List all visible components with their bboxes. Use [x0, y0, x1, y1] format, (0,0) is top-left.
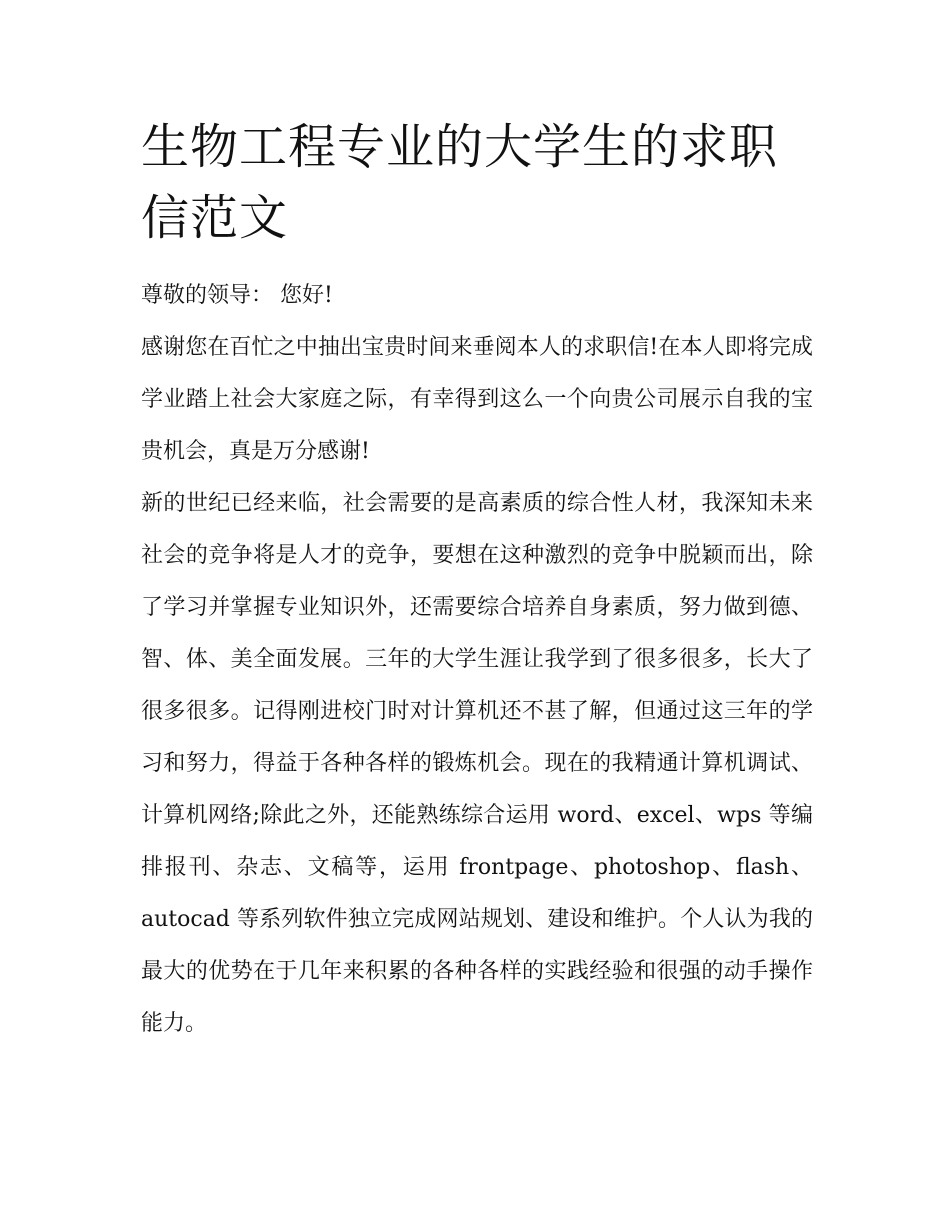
paragraph-thanks: 感谢您在百忙之中抽出宝贵时间来垂阅本人的求职信!在本人即将完成学业踏上社会大家庭之际，有幸得到这么一个向贵公司展示自我的宝贵机会，真是万分感谢!	[141, 335, 813, 464]
document-body	[141, 270, 813, 1050]
paragraph-experience: 新的世纪已经来临，社会需要的是高素质的综合性人材，我深知未来社会的竞争将是人才的竞争，要想在这种激烈的竞争中脱颖而出，除了学习并掌握专业知识外，还需要综合培养自身素质，努力做到德、智、体、美全面发展。三年的大学生涯让我学到了很多很多，长大了很多很多。记得刚进校门时对计算机还不甚了解，但通过这三年的学习和努力，得益于各种各样的锻炼机会。现在的我精通计算机调试、计算机网络;除此之外，还能熟练综合运用 word、excel、wps 等编排报刊、杂志、文稿等，运用 frontpage、photoshop、flash、autocad 等系列软件独立完成网站规划、建设和维护。个人认为我的最大的优势在于几年来积累的各种各样的实践经验和很强的动手操作能力。	[141, 491, 813, 1036]
document-page	[141, 112, 813, 1050]
greeting-line: 尊敬的领导： 您好!	[141, 283, 333, 308]
document-title: 生物工程专业的大学生的求职信范文	[141, 119, 779, 246]
